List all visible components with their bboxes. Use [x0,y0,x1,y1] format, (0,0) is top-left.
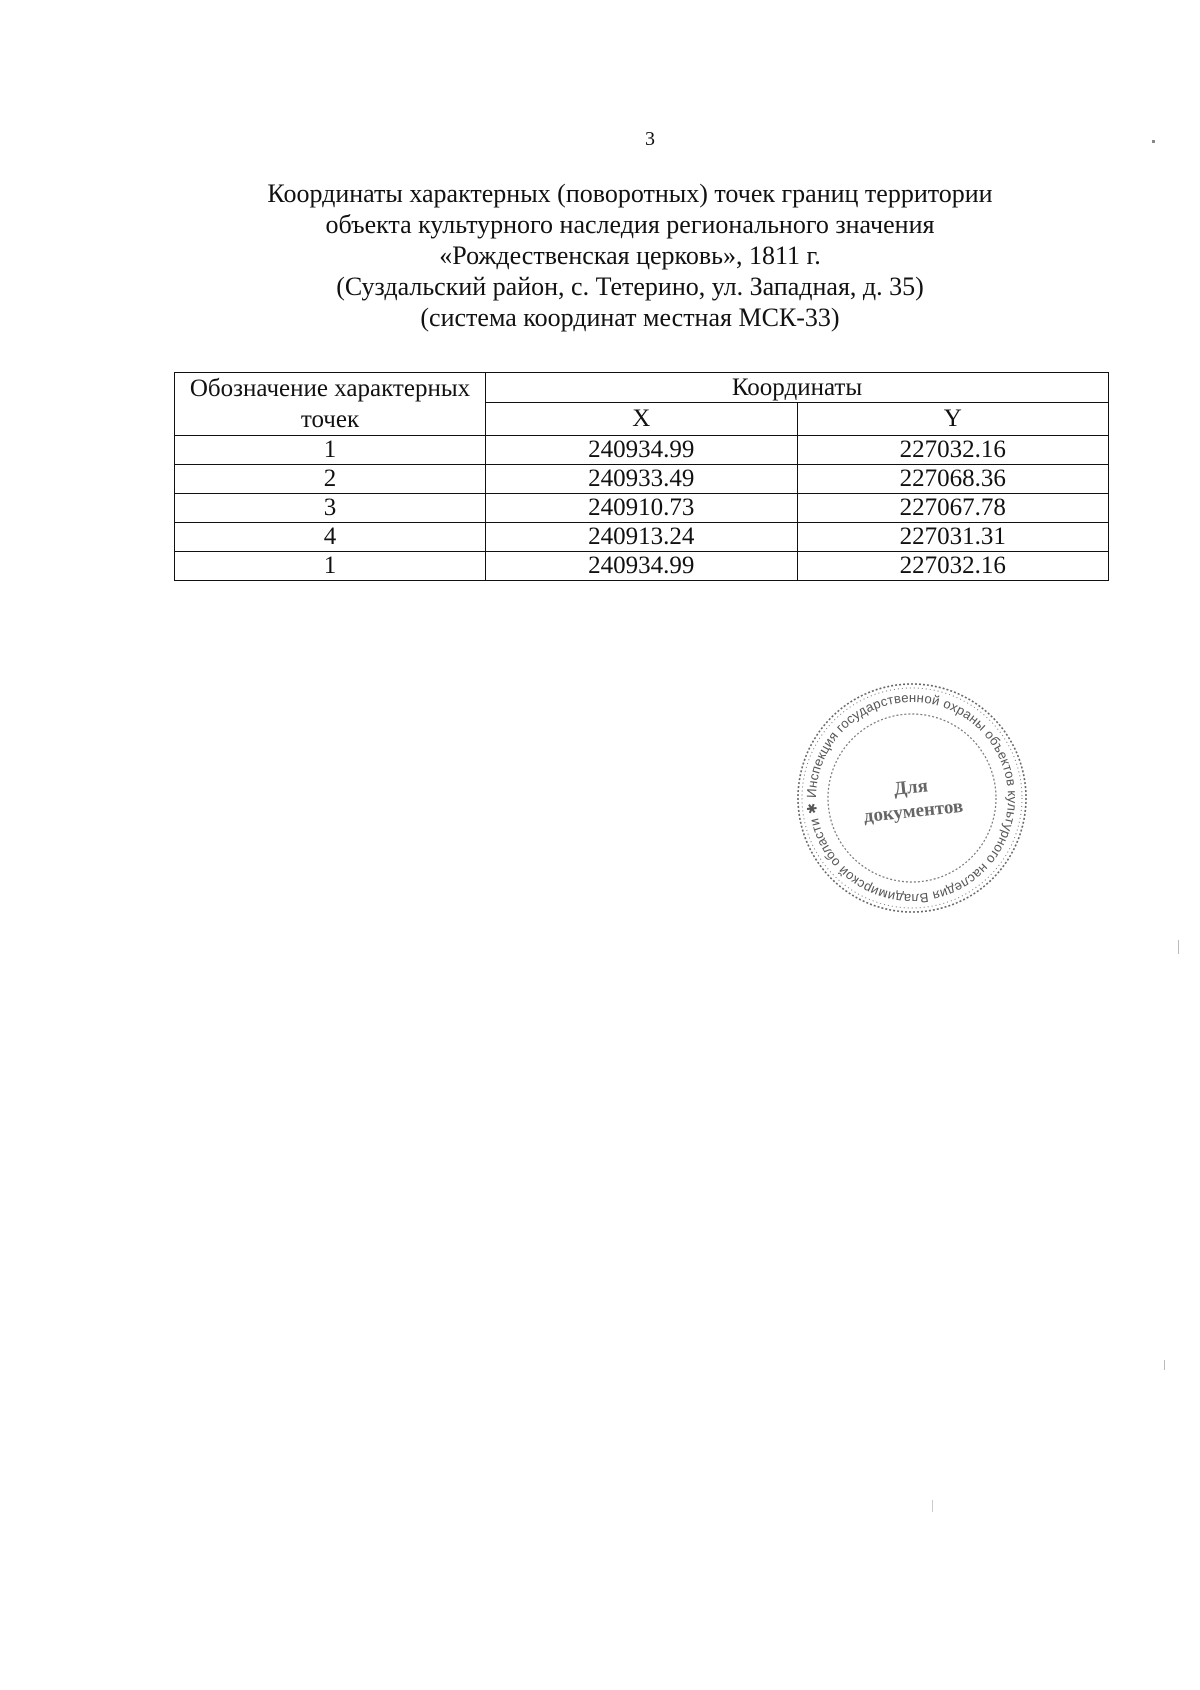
scan-speck [932,1500,933,1512]
x-cell: 240934.99 [486,436,798,465]
point-cell: 1 [175,552,486,581]
page-number: 3 [645,128,655,150]
title-line: (Суздальский район, с. Тетерино, ул. Западная, д. 35) [336,272,924,301]
y-cell: 227032.16 [797,436,1109,465]
stamp-ring-text: Инспекция государственной охраны объектов культурного наследия Владимирской области ✱ [803,689,1021,907]
point-cell: 1 [175,436,486,465]
x-cell: 240933.49 [486,465,798,494]
stamp-seal-icon [794,680,1030,916]
y-header: Y [797,403,1109,436]
title-line: объекта культурного наследия регионального значения [325,210,935,239]
table-row [175,494,1109,523]
coords-header: Координаты [486,373,1109,403]
point-label-header: Обозначение характерных точек [175,373,486,436]
table-row [175,523,1109,552]
title-line: (система координат местная МСК-33) [420,303,840,332]
scan-speck [1164,1360,1165,1370]
title-line: Координаты характерных (поворотных) точек границ территории [267,179,993,208]
title-line: «Рождественская церковь», 1811 г. [439,241,821,270]
x-cell: 240913.24 [486,523,798,552]
x-header: X [486,403,798,436]
x-cell: 240910.73 [486,494,798,523]
point-cell: 3 [175,494,486,523]
y-cell: 227032.16 [797,552,1109,581]
svg-text:Инспекция государственной охра [804,690,1020,906]
point-cell: 2 [175,465,486,494]
y-cell: 227068.36 [797,465,1109,494]
table-row [175,436,1109,465]
stamp-center-line1: Для [892,775,929,800]
stamp-center-line2: документов [862,795,965,828]
table-header-row [175,373,1109,403]
coordinates-table [174,372,1109,581]
official-stamp [794,680,1030,916]
table-row [175,552,1109,581]
point-cell: 4 [175,523,486,552]
x-cell: 240934.99 [486,552,798,581]
scan-speck [1178,940,1179,954]
document-title [230,178,1030,333]
table-row [175,465,1109,494]
y-cell: 227031.31 [797,523,1109,552]
y-cell: 227067.78 [797,494,1109,523]
scan-speck [1152,140,1155,143]
